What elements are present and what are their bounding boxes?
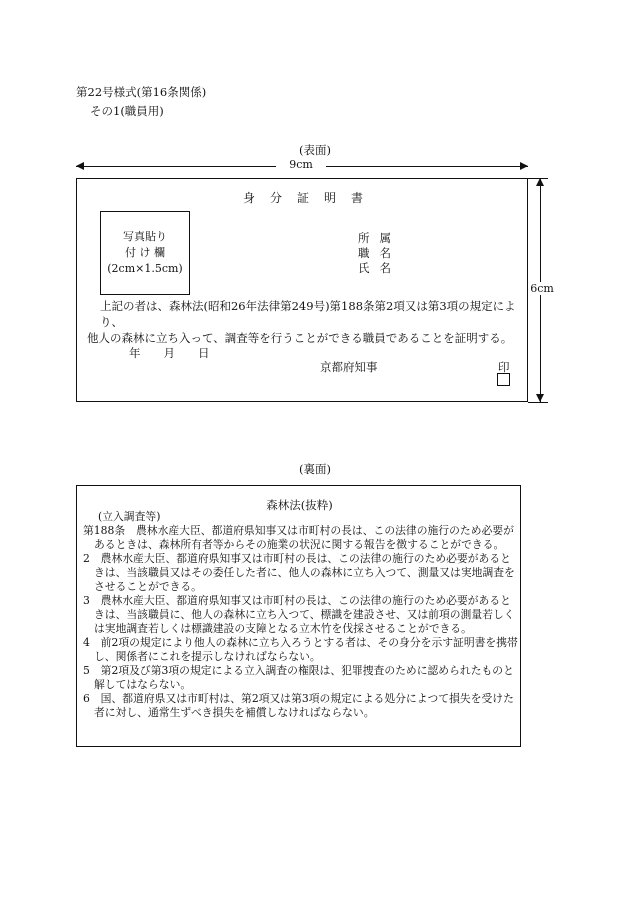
width-dimension-label: 9cm bbox=[276, 158, 326, 171]
certification-text bbox=[87, 298, 523, 346]
law-paragraph: 第188条 農林水産大臣、都道府県知事又は市町村の長は、この法律の施行のため必要があるときは、森林所有者等からその施業の状況に関する報告を徴することができる。 bbox=[83, 524, 514, 551]
back-side-label: (裏面) bbox=[299, 462, 331, 476]
law-paragraph: 3 農林水産大臣、都道府県知事又は市町村の長は、この法律の施行のため必要があるときは、当該職員に、他人の森林に立ち入つて、標識を建設させ、又は前項の測量若しくは実地調査若しくは標識建設の支障となる立木竹を伐採させることができる。 bbox=[83, 594, 515, 635]
field-labels bbox=[358, 231, 401, 276]
affiliation-label: 所属 bbox=[358, 231, 401, 245]
id-card-front bbox=[76, 178, 528, 402]
arrow-up-icon bbox=[536, 178, 544, 186]
law-excerpt-body bbox=[83, 510, 519, 720]
certification-text-line2: 他人の森林に立ち入って、調査等を行うことができる職員であることを証明する。 bbox=[87, 331, 513, 345]
photo-box-line2: 付 け 欄 bbox=[125, 246, 165, 259]
name-label: 氏名 bbox=[358, 261, 401, 275]
seal-label: 印 bbox=[498, 360, 510, 374]
id-card-back bbox=[76, 485, 521, 747]
photo-box-line3: (2cm×1.5cm) bbox=[107, 262, 183, 275]
form-subtitle: その1(職員用) bbox=[90, 104, 164, 118]
arrow-down-icon bbox=[536, 394, 544, 402]
form-number: 第22号様式(第16条関係) bbox=[76, 85, 207, 99]
photo-box bbox=[100, 211, 190, 295]
law-paragraph: 4 前2項の規定により他人の森林に立ち入ろうとする者は、その身分を示す証明書を携帯し、関係者にこれを提示しなければならない。 bbox=[83, 636, 518, 663]
height-dimension-label: 6cm bbox=[530, 282, 554, 295]
law-paragraph: 2 農林水産大臣、都道府県知事又は市町村の長は、この法律の施行のため必要があるときは、当該職員又はその委任した者に、他人の森林に立ち入つて、測量又は実地調査をさせることができる。 bbox=[83, 552, 515, 593]
front-side-label: (表面) bbox=[299, 143, 331, 157]
seal-box bbox=[497, 373, 510, 386]
arrow-right-icon bbox=[520, 162, 528, 170]
law-paragraph: 6 国、都道府県又は市町村は、第2項又は第3項の規定による処分によつて損失を受けた者に対し、通常生ずべき損失を補償しなければならない。 bbox=[83, 692, 514, 719]
height-tick-bottom bbox=[528, 402, 548, 403]
arrow-left-icon bbox=[76, 162, 84, 170]
section-heading: (立入調査等) bbox=[98, 510, 161, 523]
law-paragraph: 5 第2項及び第3項の規定による立入調査の権限は、犯罪捜査のために認められたものと解してはならない。 bbox=[83, 664, 514, 691]
card-title: 身分証明書 bbox=[242, 191, 378, 205]
position-label: 職名 bbox=[358, 246, 401, 260]
law-excerpt-title: 森林法(抜粋) bbox=[266, 498, 333, 512]
certification-text-line1: 上記の者は、森林法(昭和26年法律第249号)第188条第2項又は第3項の規定により、 bbox=[100, 299, 516, 329]
photo-box-line1: 写真貼り bbox=[123, 230, 167, 243]
date-line: 年 月 日 bbox=[129, 346, 210, 360]
issuer: 京都府知事 bbox=[320, 360, 378, 374]
